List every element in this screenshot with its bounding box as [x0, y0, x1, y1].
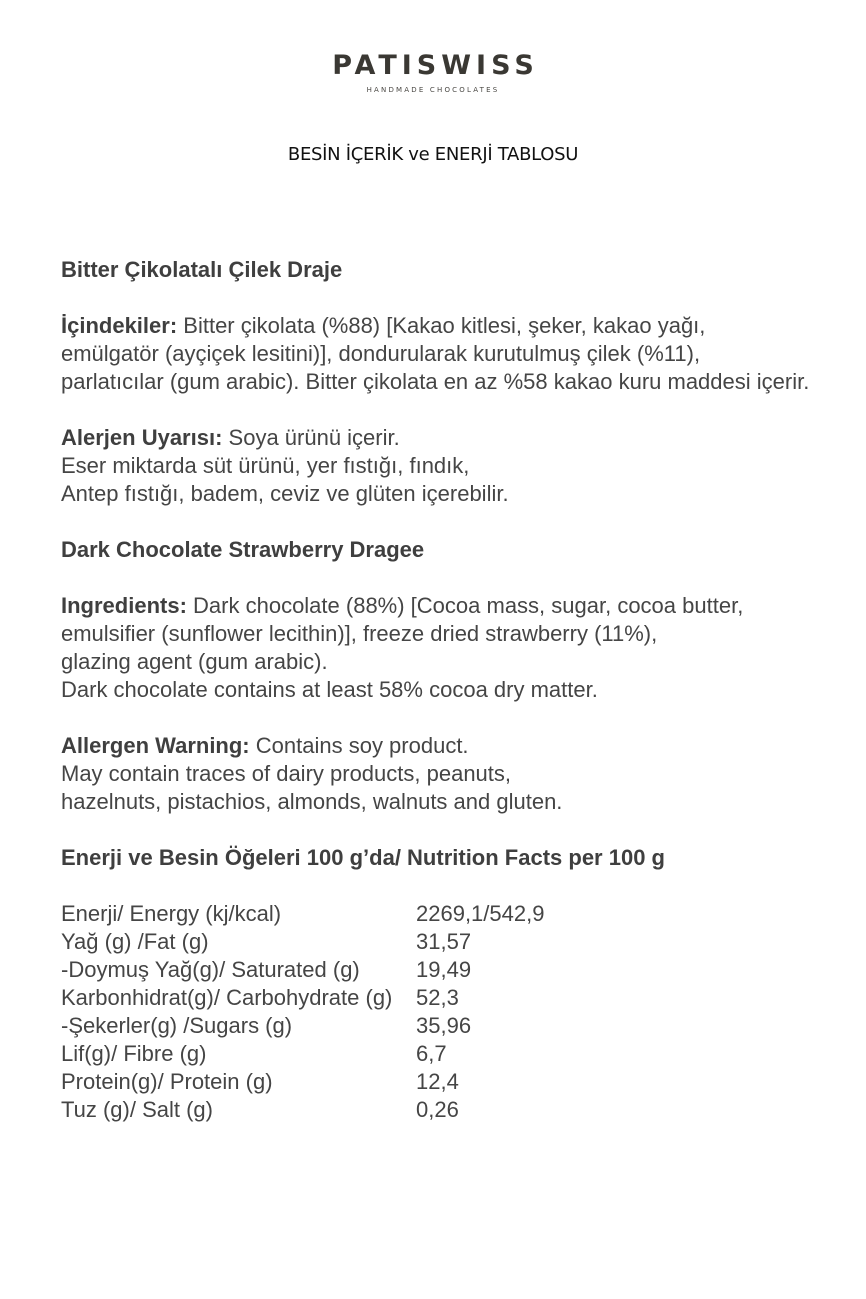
document-title: BESİN İÇERİK ve ENERJİ TABLOSU — [287, 144, 579, 165]
turkish-ingredients-text: Bitter çikolata (%88) [Kakao kitlesi, şeker, kakao yağı, — [183, 313, 706, 338]
english-allergen-label: Allergen Warning: — [61, 733, 250, 758]
nutrition-value: 52,3 — [416, 985, 459, 1010]
turkish-allergen — [61, 424, 851, 452]
nutrition-value: 2269,1/542,9 — [416, 901, 545, 926]
turkish-ingredients-text: parlatıcılar (gum arabic). Bitter çikolata en az %58 kakao kuru maddesi içerir. — [61, 369, 810, 394]
turkish-product-name: Bitter Çikolatalı Çilek Draje — [61, 257, 343, 282]
turkish-allergen-text: Soya ürünü içerir. — [228, 425, 400, 450]
nutrition-table — [61, 900, 851, 1124]
nutrition-row — [61, 1068, 851, 1096]
brand-name: PATISWISS — [332, 50, 539, 81]
nutrition-heading: Enerji ve Besin Öğeleri 100 g’da/ Nutrition Facts per 100 g — [61, 845, 665, 870]
turkish-ingredients — [61, 312, 851, 340]
nutrition-row — [61, 984, 851, 1012]
english-ingredients — [61, 592, 851, 620]
nutrition-label: Lif(g)/ Fibre (g) — [61, 1041, 207, 1066]
nutrition-value: 6,7 — [416, 1041, 447, 1066]
english-product-name: Dark Chocolate Strawberry Dragee — [61, 537, 425, 562]
nutrition-row — [61, 1040, 851, 1068]
nutrition-row — [61, 900, 851, 928]
nutrition-row — [61, 928, 851, 956]
english-allergen-text: May contain traces of dairy products, peanuts, — [61, 761, 512, 786]
turkish-ingredients-label: İçindekiler: — [61, 313, 178, 338]
nutrition-row — [61, 1012, 851, 1040]
nutrition-label: Yağ (g) /Fat (g) — [61, 929, 209, 954]
english-ingredients-text: emulsifier (sunflower lecithin)], freeze dried strawberry (11%), — [61, 621, 658, 646]
nutrition-label: Karbonhidrat(g)/ Carbohydrate (g) — [61, 985, 393, 1010]
nutrition-label: Protein(g)/ Protein (g) — [61, 1069, 273, 1094]
nutrition-row — [61, 956, 851, 984]
nutrition-value: 31,57 — [416, 929, 472, 954]
english-ingredients-label: Ingredients: — [61, 593, 187, 618]
nutrition-value: 35,96 — [416, 1013, 472, 1038]
turkish-allergen-text: Eser miktarda süt ürünü, yer fıstığı, fındık, — [61, 453, 470, 478]
nutrition-value: 12,4 — [416, 1069, 459, 1094]
english-allergen-text: hazelnuts, pistachios, almonds, walnuts and gluten. — [61, 789, 563, 814]
english-ingredients-text: glazing agent (gum arabic). — [61, 649, 328, 674]
nutrition-label: -Şekerler(g) /Sugars (g) — [61, 1013, 293, 1038]
brand-logo — [0, 50, 866, 95]
english-ingredients-text: Dark chocolate (88%) [Cocoa mass, sugar, cocoa butter, — [193, 593, 744, 618]
nutrition-value: 19,49 — [416, 957, 472, 982]
turkish-ingredients-text: emülgatör (ayçiçek lesitini)], dondurularak kurutulmuş çilek (%11), — [61, 341, 701, 366]
turkish-allergen-label: Alerjen Uyarısı: — [61, 425, 223, 450]
nutrition-label: Tuz (g)/ Salt (g) — [61, 1097, 213, 1122]
nutrition-label: Enerji/ Energy (kj/kcal) — [61, 901, 282, 926]
nutrition-value: 0,26 — [416, 1097, 459, 1122]
english-allergen — [61, 732, 851, 760]
nutrition-label: -Doymuş Yağ(g)/ Saturated (g) — [61, 957, 360, 982]
document-body — [61, 256, 851, 1124]
turkish-allergen-text: Antep fıstığı, badem, ceviz ve glüten içerebilir. — [61, 481, 509, 506]
brand-tagline: HANDMADE CHOCOLATES — [366, 86, 500, 94]
english-allergen-text: Contains soy product. — [255, 733, 469, 758]
english-ingredients-text: Dark chocolate contains at least 58% cocoa dry matter. — [61, 677, 598, 702]
nutrition-row — [61, 1096, 851, 1124]
